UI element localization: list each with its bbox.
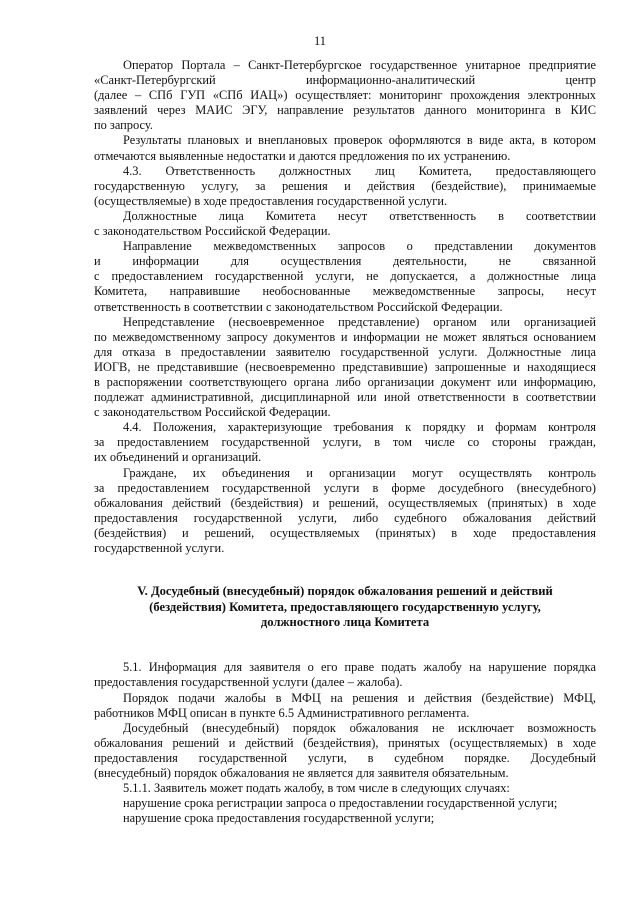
section-heading-line: V. Досудебный (внесудебный) порядок обжалования решений и действий	[137, 584, 553, 599]
text-line: и информации для осуществления деятельности, не связанной	[94, 254, 596, 269]
text-line: 4.3. Ответственность должностных лиц Комитета, предоставляющего	[123, 163, 596, 178]
text-line: (далее – СПб ГУП «СПб ИАЦ») осуществляет: мониторинг прохождения электронных	[94, 88, 596, 103]
bottom-paragraphs	[94, 660, 596, 826]
document-body	[94, 58, 596, 826]
text-line: подлежат административной, дисциплинарной или иной ответственности в соответствии	[94, 390, 596, 405]
text-line: (осуществляемые) в ходе предоставления государственной услуги.	[94, 193, 448, 208]
text-line: предоставления государственной услуги, либо судебного обжалования действий	[94, 510, 596, 525]
text-line: нарушение срока регистрации запроса о предоставлении государственной услуги;	[123, 796, 558, 811]
text-line: (бездействия) и решений, осуществляемых (принятых) в ходе предоставления	[94, 525, 596, 540]
text-line: нарушение срока предоставления государственной услуги;	[123, 811, 435, 826]
paragraph	[94, 796, 596, 811]
section-heading-line: (бездействия) Комитета, предоставляющего государственную услугу,	[149, 599, 541, 614]
text-line: Комитета, направившие необоснованные межведомственные запросы, несут	[94, 284, 596, 299]
text-line: «Санкт-Петербургский информационно-аналитический центр	[94, 73, 596, 88]
text-line: ответственность в соответствии с законодательством Российской Федерации.	[94, 299, 503, 314]
paragraph	[94, 58, 596, 133]
section-heading	[94, 584, 596, 630]
text-line: в распоряжении соответствующего органа либо организации документ или информацию,	[94, 374, 596, 389]
paragraph	[94, 691, 596, 721]
paragraph	[94, 315, 596, 421]
paragraph	[94, 781, 596, 796]
paragraph	[94, 660, 596, 690]
text-line: с законодательством Российской Федерации.	[94, 405, 331, 420]
text-line: 5.1.1. Заявитель может подать жалобу, в том числе в следующих случаях:	[123, 781, 510, 796]
text-line: 5.1. Информация для заявителя о его праве подать жалобу на нарушение порядка	[123, 660, 596, 675]
paragraph	[94, 420, 596, 465]
text-line: Непредставление (несвоевременное представление) органом или организацией	[123, 314, 596, 329]
text-line: Направление межведомственных запросов о представлении документов	[123, 239, 596, 254]
text-line: с предоставлением государственной услуги, не допускается, а должностные лица	[94, 269, 596, 284]
text-line: работников МФЦ описан в пункте 6.5 Административного регламента.	[94, 705, 470, 720]
text-line: для отказа в предоставлении заявителю государственной услуги. Должностные лица	[94, 344, 596, 359]
page-number: 11	[313, 34, 327, 48]
text-line: с законодательством Российской Федерации.	[94, 224, 331, 239]
text-line: Должностные лица Комитета несут ответственность в соответствии	[123, 208, 596, 223]
text-line: предоставления государственной услуги, в судебном порядке. Досудебный	[94, 750, 596, 765]
text-line: за предоставлением государственной услуги в форме досудебного (внесудебного)	[94, 480, 596, 495]
text-line: обжалования действий (бездействия) и решений, осуществляемых (принятых) в ходе	[94, 495, 596, 510]
text-line: отмечаются выявленные недостатки и даются предложения по их устранению.	[94, 148, 511, 163]
text-line: Досудебный (внесудебный) порядок обжалования не исключает возможность	[123, 720, 596, 735]
text-line: ИОГВ, не представившие (несвоевременно представившие) запрошенные и находящиеся	[94, 359, 596, 374]
paragraph	[94, 239, 596, 314]
paragraph	[94, 466, 596, 557]
text-line: их объединений и организаций.	[94, 450, 262, 465]
text-line: Результаты плановых и внеплановых проверок оформляются в виде акта, в котором	[123, 133, 596, 148]
section-heading-line: должностного лица Комитета	[260, 614, 430, 629]
text-line: Порядок подачи жалобы в МФЦ на решения и действия (бездействие) МФЦ,	[123, 690, 596, 705]
text-line: 4.4. Положения, характеризующие требования к порядку и формам контроля	[123, 420, 596, 435]
paragraph	[94, 209, 596, 239]
text-line: Оператор Портала – Санкт-Петербургское государственное унитарное предприятие	[123, 58, 596, 72]
paragraph	[94, 164, 596, 209]
text-line: государственную услугу, за решения и действия (бездействие), принимаемые	[94, 178, 596, 193]
paragraph	[94, 133, 596, 163]
paragraph	[94, 811, 596, 826]
top-paragraphs	[94, 58, 596, 556]
paragraph	[94, 721, 596, 781]
text-line: по межведомственному запросу документов и информации не может являться основанием	[94, 329, 596, 344]
text-line: обжалования решений и действий (бездействия), принятых (осуществляемых) в ходе	[94, 735, 596, 750]
text-line: предоставления государственной услуги (далее – жалоба).	[94, 675, 403, 690]
text-line: заявлений через МАИС ЭГУ, направление результатов данного мониторинга в КИС	[94, 103, 596, 118]
text-line: по запросу.	[94, 118, 153, 133]
text-line: (внесудебный) порядок обжалования не является для заявителя обязательным.	[94, 765, 509, 780]
text-line: Граждане, их объединения и организации могут осуществлять контроль	[123, 465, 596, 480]
text-line: государственной услуги.	[94, 541, 225, 555]
text-line: за предоставлением государственной услуги, в том числе со стороны граждан,	[94, 435, 596, 450]
